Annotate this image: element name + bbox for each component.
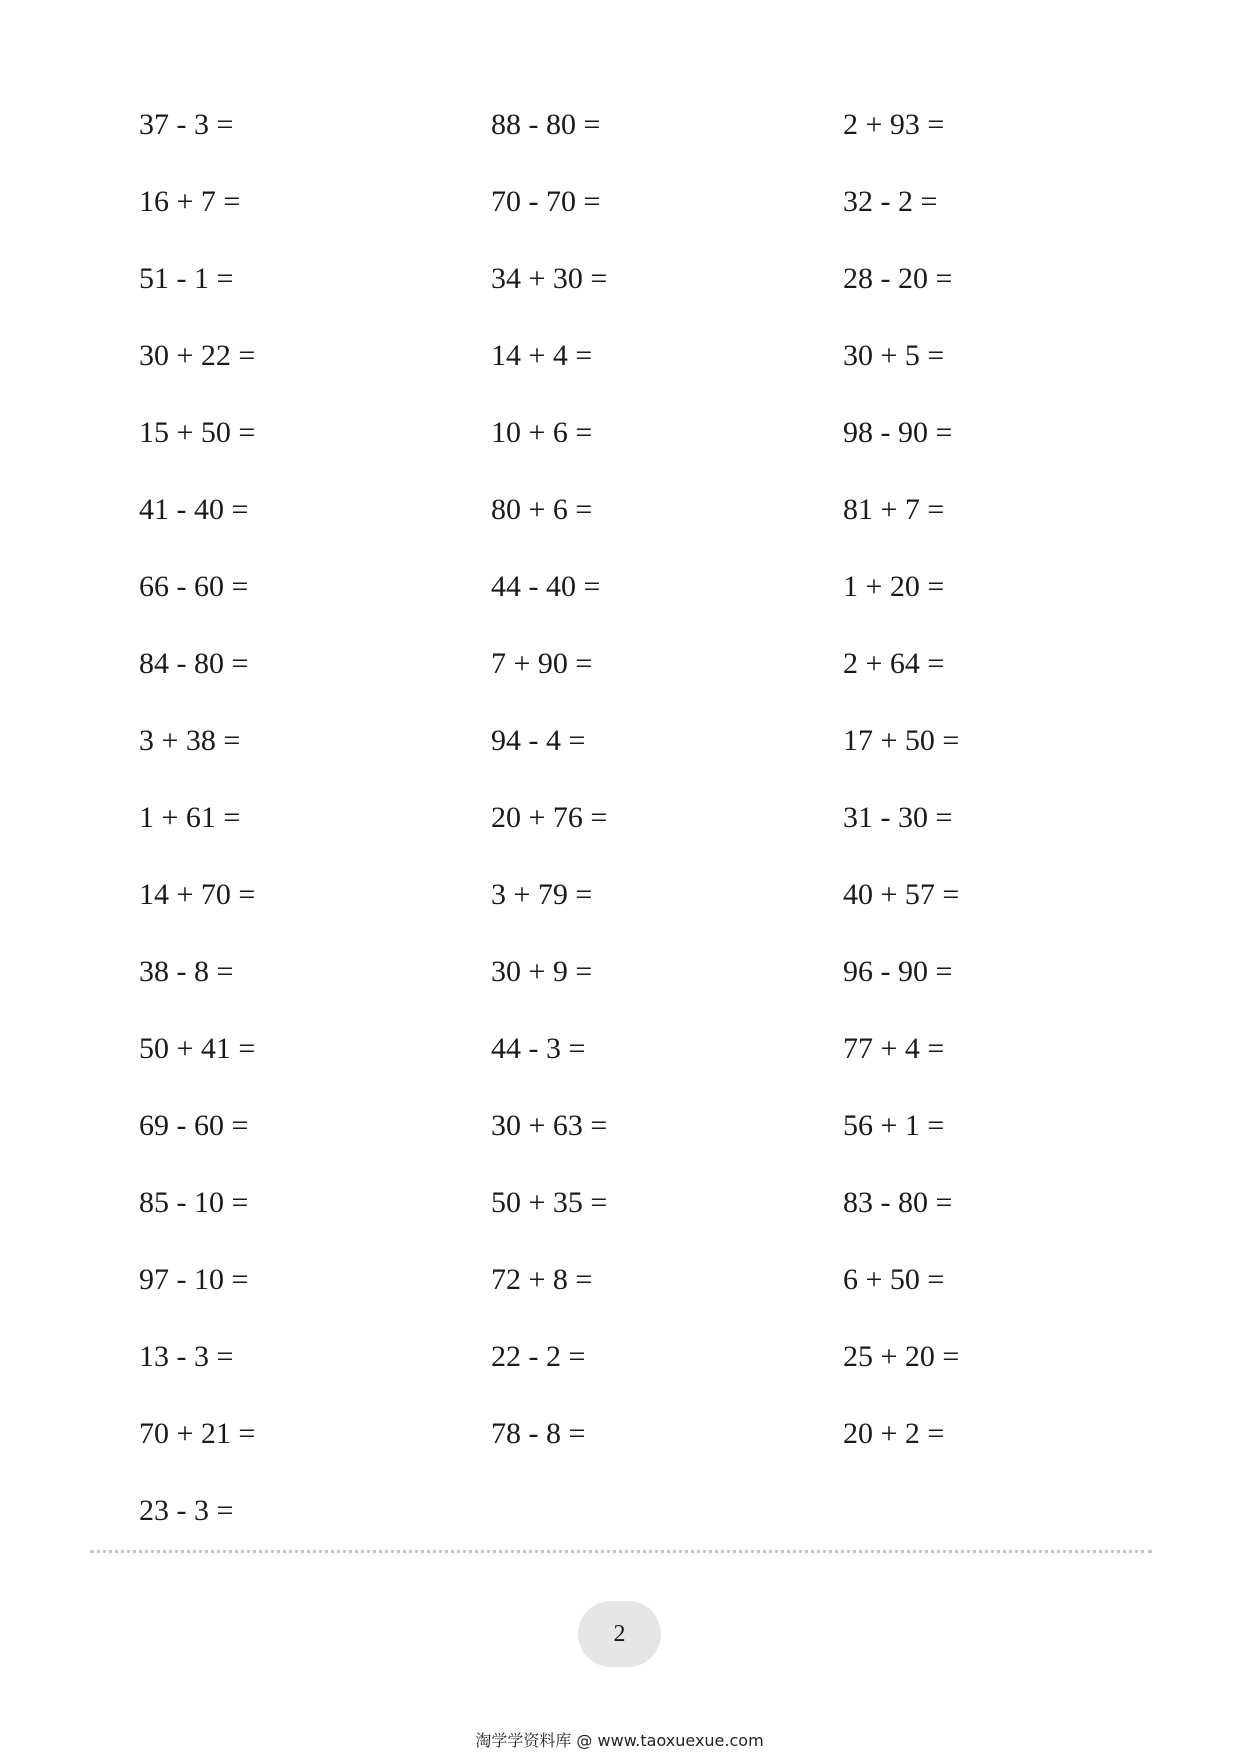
math-problem: 44 - 3 = (491, 1032, 586, 1065)
dotted-divider (90, 1550, 1152, 1553)
math-problem: 84 - 80 = (139, 647, 249, 680)
page-number-badge: 2 (578, 1601, 661, 1667)
math-problem: 25 + 20 = (843, 1340, 960, 1373)
math-problem: 1 + 20 = (843, 570, 945, 603)
math-problem: 38 - 8 = (139, 955, 234, 988)
math-problem: 44 - 40 = (491, 570, 601, 603)
math-problem: 32 - 2 = (843, 185, 938, 218)
math-problem: 94 - 4 = (491, 724, 586, 757)
math-problem: 14 + 70 = (139, 878, 256, 911)
math-problem: 13 - 3 = (139, 1340, 234, 1373)
math-problem: 30 + 5 = (843, 339, 945, 372)
math-problem: 40 + 57 = (843, 878, 960, 911)
math-problem: 88 - 80 = (491, 108, 601, 141)
math-problem: 80 + 6 = (491, 493, 593, 526)
math-problem: 81 + 7 = (843, 493, 945, 526)
math-problem: 16 + 7 = (139, 185, 241, 218)
math-problem: 31 - 30 = (843, 801, 953, 834)
math-problem: 22 - 2 = (491, 1340, 586, 1373)
math-problem: 3 + 79 = (491, 878, 593, 911)
math-problem: 72 + 8 = (491, 1263, 593, 1296)
math-problem: 85 - 10 = (139, 1186, 249, 1219)
math-problem: 30 + 22 = (139, 339, 256, 372)
math-problem: 15 + 50 = (139, 416, 256, 449)
math-problem: 96 - 90 = (843, 955, 953, 988)
math-problem: 50 + 35 = (491, 1186, 608, 1219)
math-problem: 1 + 61 = (139, 801, 241, 834)
math-problem: 20 + 2 = (843, 1417, 945, 1450)
math-problem: 7 + 90 = (491, 647, 593, 680)
math-problem: 34 + 30 = (491, 262, 608, 295)
math-problem: 50 + 41 = (139, 1032, 256, 1065)
math-problem: 70 + 21 = (139, 1417, 256, 1450)
math-problem: 70 - 70 = (491, 185, 601, 218)
math-problem: 77 + 4 = (843, 1032, 945, 1065)
math-problem: 98 - 90 = (843, 416, 953, 449)
math-problem: 17 + 50 = (843, 724, 960, 757)
math-problem: 97 - 10 = (139, 1263, 249, 1296)
math-problem: 78 - 8 = (491, 1417, 586, 1450)
math-problem: 14 + 4 = (491, 339, 593, 372)
math-problem: 30 + 9 = (491, 955, 593, 988)
math-problem: 6 + 50 = (843, 1263, 945, 1296)
math-problem: 56 + 1 = (843, 1109, 945, 1142)
math-problem: 83 - 80 = (843, 1186, 953, 1219)
math-problem: 10 + 6 = (491, 416, 593, 449)
math-problem: 2 + 93 = (843, 108, 945, 141)
math-problem: 28 - 20 = (843, 262, 953, 295)
math-problem: 23 - 3 = (139, 1494, 234, 1527)
math-problem: 3 + 38 = (139, 724, 241, 757)
math-problem: 2 + 64 = (843, 647, 945, 680)
math-problem: 20 + 76 = (491, 801, 608, 834)
footer-watermark: 淘学学资料库 @ www.taoxuexue.com (475, 1731, 764, 1750)
math-problem: 30 + 63 = (491, 1109, 608, 1142)
math-problem: 66 - 60 = (139, 570, 249, 603)
math-problem: 41 - 40 = (139, 493, 249, 526)
math-problem: 51 - 1 = (139, 262, 234, 295)
math-problem: 37 - 3 = (139, 108, 234, 141)
math-problem: 69 - 60 = (139, 1109, 249, 1142)
